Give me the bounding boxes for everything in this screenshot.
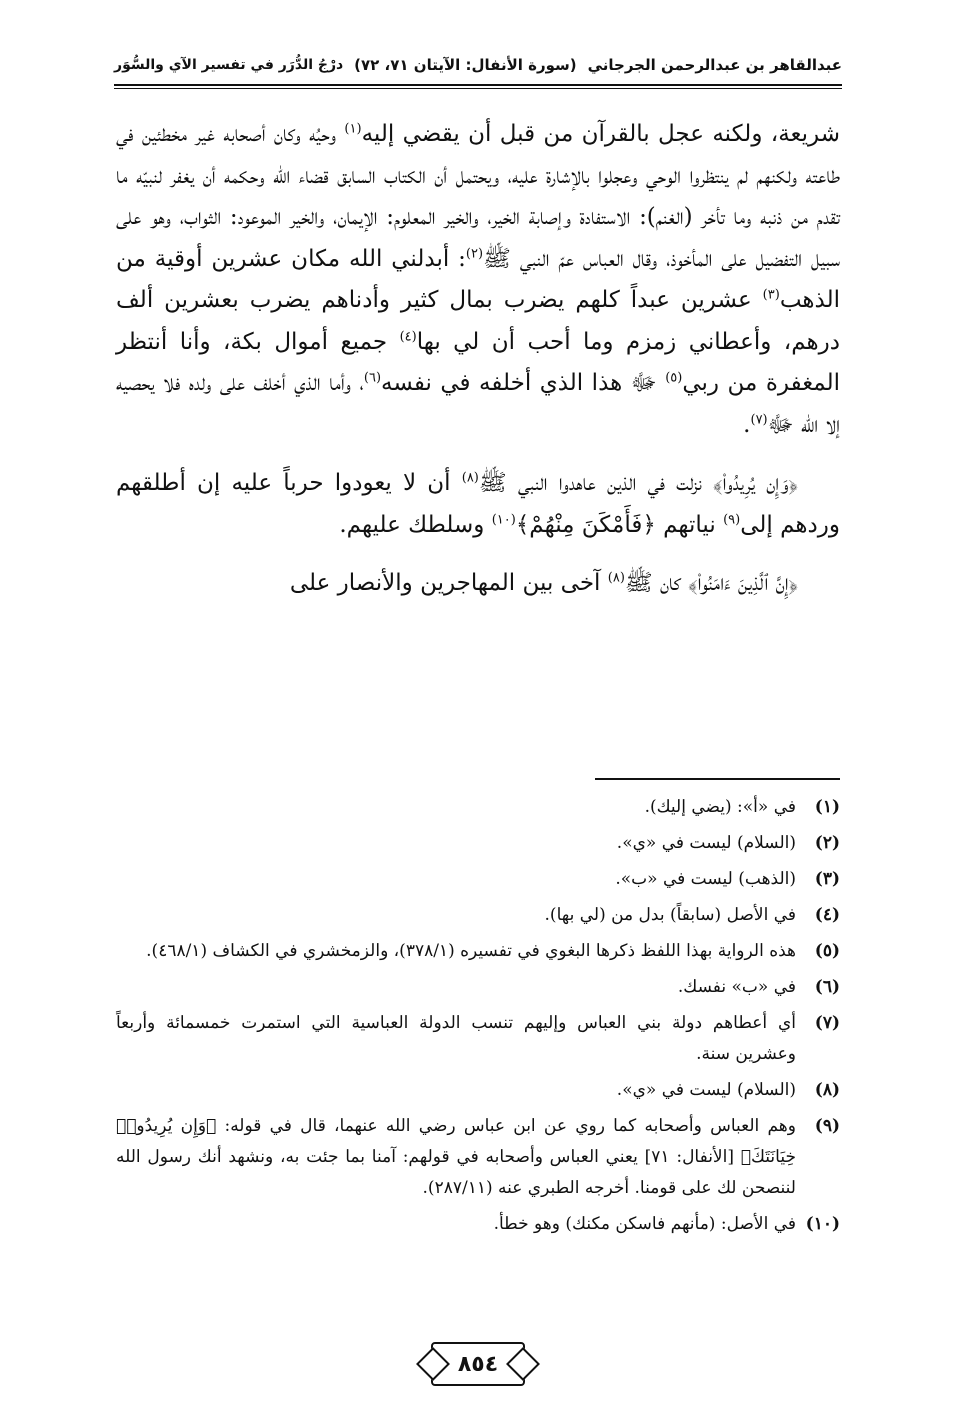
footnote-number: (١٠) [805, 1214, 840, 1234]
footnote-ref: (٥) [665, 370, 683, 386]
footnote-number: (٦) [814, 977, 840, 997]
text-span: : أبدلني الله مكان عشرين أوقية من الذهب [116, 245, 840, 313]
footnote-number: (٢) [814, 833, 840, 853]
header-rule-thin [114, 88, 842, 89]
footnote-text: (السلام) ليست في «ي». [616, 833, 796, 853]
footnote [116, 972, 840, 1003]
footnote-text: وهم العباس وأصحابه كما روي عن ابن عباس رضي الله عنهما، قال في قوله: ﴿وَإِن يُرِيدُوا۟ خِيَانَتَكَ﴾ [الأنفال: ٧١] يعني العباس وأصحابه في قولهم: آمنا بما جئت به، ونشهد أنك رسول الله لننصحن لك على قومنا. أخرجه الطبري عنه (٢٨٧/١١). [116, 1116, 796, 1198]
footnote-ref: (٩) [723, 511, 741, 527]
text-span: أن لا يعودوا حرباً عليه إن أطلقهم وردهم إلى [116, 470, 840, 538]
footnote-ref: (٨) [607, 570, 625, 586]
text-span: ﴿إِنَّ ٱلَّذِينَ ءَامَنُوا۟﴾ كان ﷺ [624, 570, 798, 596]
page-number: ٨٥٤ [457, 1351, 499, 1377]
footnote-text: أي أعطاهم دولة بني العباس وإليهم تنسب الدولة العباسية التي استمرت خمسمائة وأربعاً وعشرين سنة. [116, 1013, 796, 1064]
footnotes [116, 792, 840, 1245]
footnote-text: في «أ»: (يضي إليك). [644, 797, 796, 817]
text-span: جميع أموال بكة، وأنا أنتظر المغفرة من ربي [116, 328, 841, 396]
footnote [116, 792, 840, 823]
text-span: ﴿وَإِن يُرِيدُوا۟﴾ نزلت في الذين عاهدوا النبي ﷺ [478, 470, 798, 496]
footnote-text: (السلام) ليست في «ي». [616, 1080, 796, 1100]
header-author: عبدالقاهر بن عبدالرحمن الجرجاني [587, 56, 842, 74]
text-span: ﷻ هذا الذي أخلفه في نفسه [381, 370, 666, 396]
paragraph-3 [116, 563, 840, 605]
footnote-ref: (٨) [461, 470, 479, 486]
text-span: نياتهم ﴿فَأَمْكَنَ مِنْهُمْ﴾ [515, 511, 724, 538]
text-span: . [743, 411, 751, 438]
text-span: وسلطك عليهم. [339, 511, 492, 538]
footnote [116, 864, 840, 895]
footnote-number: (٤) [814, 905, 840, 925]
footnote-number: (٨) [814, 1080, 840, 1100]
text-span: شريعة، ولكنه عجل بالقرآن من قبل أن يقضي إليه [361, 121, 840, 147]
footnote-ref: (٧) [750, 411, 768, 427]
text-span: آخى بين المهاجرين والأنصار على [289, 570, 608, 596]
footnote-ref: (٢) [465, 245, 484, 261]
footnote-number: (٥) [814, 941, 840, 961]
header-rule [114, 84, 842, 86]
main-text [116, 114, 840, 605]
header-book-title: درْجُ الدُّرَر في تفسير الآي والسُّوَر [114, 57, 344, 73]
footnote-text: في الأصل (سابقاً) بدل من (لي بها). [544, 905, 796, 925]
paragraph-1 [116, 114, 840, 446]
footnote-ref: (٤) [399, 328, 417, 344]
footnote-text: (الذهب) ليست في «ب». [615, 869, 796, 889]
footnote-ref: (١) [344, 121, 362, 137]
text-span: ، وأما الذي أخلف على ولده فلا يحصيه إلا الله ﷻ [116, 370, 840, 438]
footnote [116, 900, 840, 931]
footnote-number: (٣) [814, 869, 840, 889]
footnote [116, 936, 840, 967]
footnote [116, 1075, 840, 1106]
text-span: وحيُه وكان أصحابه غير مخطئين في طاعته ولكنهم لم ينتظروا الوحي وعجلوا بالإشارة عليه، ويحتمل أن الكتاب السابق قضاء الله وحكمه أن يغفر لنبيّه ما تقدم من ذنبه وما تأخر (الغنم): الاستفادة وإصابة الخير، والخير المعلوم: الإيمان، والخير الموعود: الثواب، وهو على سبيل التفضيل على المأخوذ، وقال العباس عمّ النبي ﷺ [116, 121, 840, 272]
footnote-number: (٧) [814, 1013, 840, 1033]
footnote-separator [595, 778, 840, 780]
footnote-number: (٩) [814, 1116, 840, 1136]
footnote-number: (١) [814, 797, 840, 817]
footnote [116, 1111, 840, 1204]
footnote-ref: (٦) [363, 370, 382, 386]
footnote [116, 1209, 840, 1240]
paragraph-2 [116, 463, 840, 546]
footnote-text: في الأصل: (مأنهم فاسكن مكنك) وهو خطأ. [493, 1214, 796, 1234]
footnote-ref: (٣) [762, 287, 780, 303]
footnote-text: هذه الرواية بهذا اللفظ ذكرها البغوي في تفسيره (٣٧٨/١)، والزمخشري في الكشاف (٤٦٨/١). [146, 941, 796, 961]
page-number-ornament [431, 1342, 525, 1386]
footnote [116, 828, 840, 859]
header-surah-reference: (سورة الأنفال: الآيتان ٧١، ٧٢) [354, 56, 577, 74]
running-header [114, 50, 842, 80]
text-span: عشرين عبداً كلهم يضرب بمال كثير وأدناهم يضرب بعشرين ألف درهم، وأعطاني زمزم وما أحب أن لي بها [116, 287, 840, 355]
footnote [116, 1008, 840, 1070]
footnote-text: في «ب» نفسك. [677, 977, 796, 997]
footnote-ref: (١٠) [491, 511, 516, 527]
